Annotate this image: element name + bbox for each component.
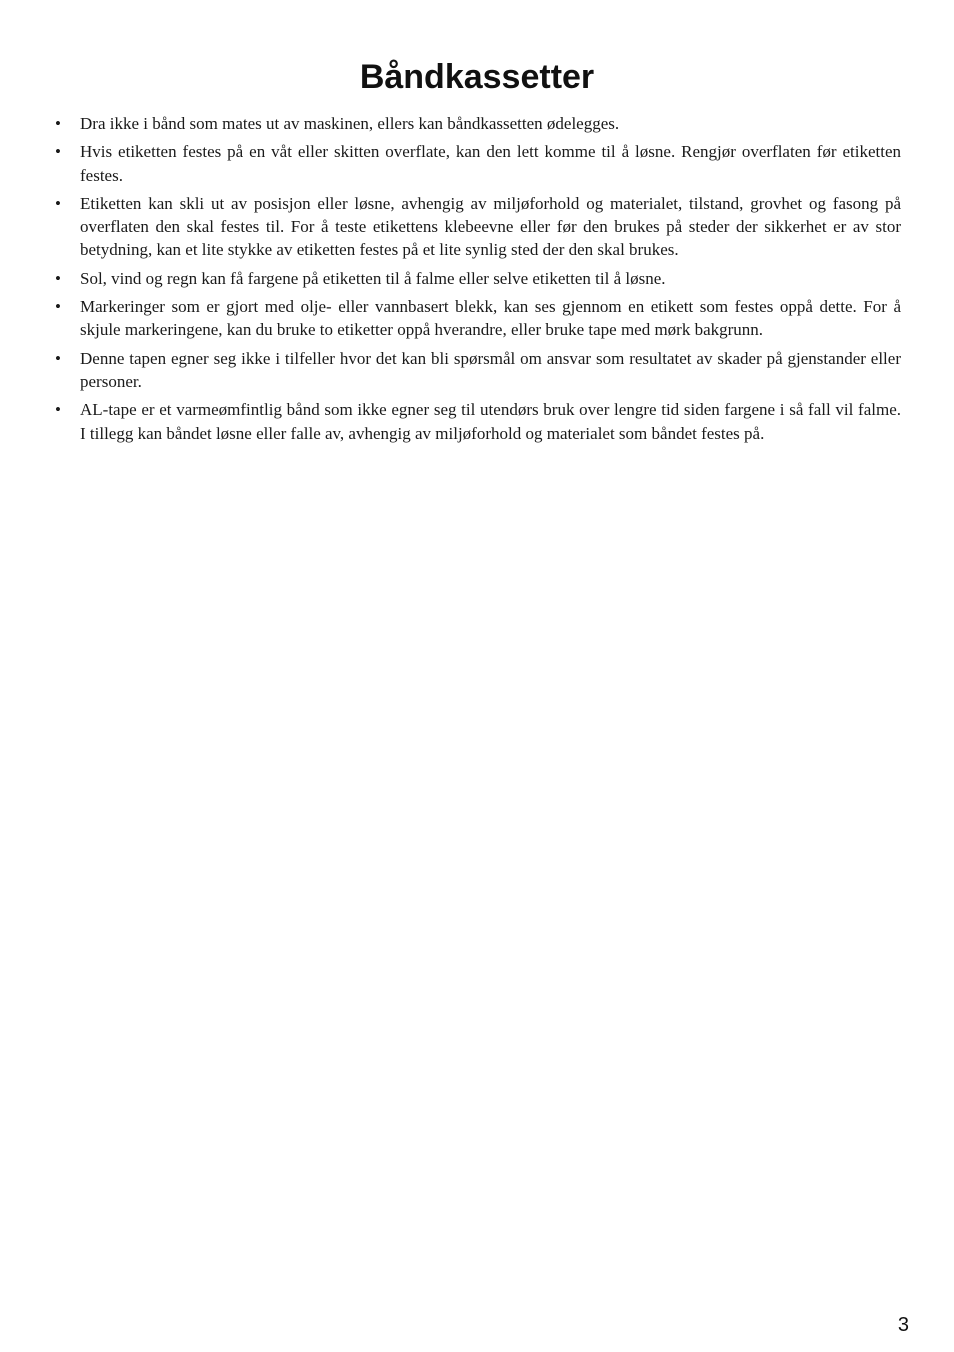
bullet-icon: • [55, 400, 61, 420]
list-item [52, 112, 901, 135]
page-number: 3 [897, 1314, 909, 1336]
list-item [52, 267, 901, 290]
list-item-text: Sol, vind og regn kan få fargene på etiketten til å falme eller selve etiketten til å løsne. [80, 268, 666, 288]
list-item [52, 398, 901, 445]
list-item [52, 347, 901, 394]
list-item-text: Etiketten kan skli ut av posisjon eller løsne, avhengig av miljøforhold og materialet, tilstand, grovhet og fasong på overflaten den skal festes til. For å teste etikettens klebeevne eller før den brukes på steder der sikkerhet er av stor betydning, kan et lite stykke av etiketten festes på et lite synlig sted der den skal brukes. [80, 193, 901, 260]
list-item-text: Hvis etiketten festes på en våt eller skitten overflate, kan den lett komme til å løsne. Rengjør overflaten før etiketten festes. [80, 142, 901, 185]
list-item [52, 295, 901, 342]
list-item [52, 192, 901, 262]
bullet-icon: • [55, 348, 61, 368]
list-item-text: Markeringer som er gjort med olje- eller vannbasert blekk, kan ses gjennom en etikett som festes oppå dette. For å skjule markeringene, kan du bruke to etiketter oppå hverandre, eller bruke tape med mørk bakgrunn. [80, 297, 901, 340]
list-item-text: Denne tapen egner seg ikke i tilfeller hvor det kan bli spørsmål om ansvar som resultatet av skader på gjenstander eller personer. [80, 348, 901, 391]
bullet-icon: • [55, 297, 61, 317]
bullet-icon: • [55, 193, 61, 213]
bullet-icon: • [55, 268, 61, 288]
list-item-text: AL-tape er et varmeømfintlig bånd som ikke egner seg til utendørs bruk over lengre tid siden fargene i så fall vil falme. I tillegg kan båndet løsne eller falle av, avhengig av miljøforhold og materialet som båndet festes på. [80, 400, 901, 443]
bullet-list [52, 112, 901, 450]
list-item-text: Dra ikke i bånd som mates ut av maskinen, ellers kan båndkassetten ødelegges. [80, 114, 620, 133]
bullet-icon: • [55, 142, 61, 162]
page-title: Båndkassetter [359, 58, 595, 96]
bullet-icon: • [55, 114, 61, 133]
list-item [52, 140, 901, 187]
